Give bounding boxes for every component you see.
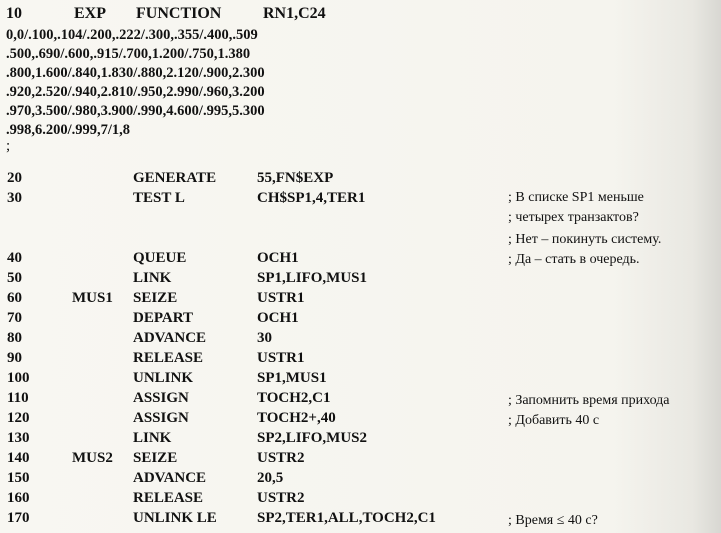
block-operands: 30 <box>257 330 272 346</box>
comment: ; Запомнить время прихода <box>508 393 670 408</box>
function-data-line: 0,0/.100,.104/.200,.222/.300,.355/.400,.509 <box>6 27 258 43</box>
program-line <box>0 510 721 530</box>
block-operands: 20,5 <box>257 470 284 486</box>
function-data-line: .970,3.500/.980,3.900/.990,4.600/.995,5.300 <box>6 103 265 119</box>
block-operation: UNLINK LE <box>133 510 217 526</box>
block-operation: LINK <box>133 270 172 286</box>
block-operands: OCH1 <box>257 250 299 266</box>
line-number: 110 <box>7 390 29 406</box>
block-operands: SP2,LIFO,MUS2 <box>257 430 368 446</box>
block-operation: ASSIGN <box>133 410 189 426</box>
block-operands: 55,FN$EXP <box>257 170 334 186</box>
function-header-line <box>6 4 336 26</box>
block-operation: SEIZE <box>133 290 178 306</box>
program-line <box>0 490 721 510</box>
program-line <box>0 310 721 330</box>
line-number: 60 <box>7 290 22 306</box>
block-operands: SP2,TER1,ALL,TOCH2,C1 <box>257 510 436 526</box>
block-operation: LINK <box>133 430 172 446</box>
comment: ; Добавить 40 с <box>508 413 600 428</box>
block-operation: QUEUE <box>133 250 187 266</box>
line-number: 30 <box>7 190 22 206</box>
function-data-line: .800,1.600/.840,1.830/.880,2.120/.900,2.300 <box>6 65 265 81</box>
comment: ; Нет – покинуть систему. <box>508 232 662 247</box>
block-operation: GENERATE <box>133 170 217 186</box>
program-line <box>0 450 721 470</box>
program-line <box>0 370 721 390</box>
comment: ; Время ≤ 40 с? <box>508 513 598 528</box>
line-number: 150 <box>7 470 30 486</box>
block-operands: SP1,MUS1 <box>257 370 327 386</box>
block-operands: OCH1 <box>257 310 299 326</box>
line-number: 40 <box>7 250 22 266</box>
block-label: MUS1 <box>72 290 113 306</box>
line-number: 170 <box>7 510 30 526</box>
program-line <box>0 170 721 190</box>
separator-line: ; <box>6 138 11 154</box>
block-label: MUS2 <box>72 450 113 466</box>
block-operands: USTR2 <box>257 450 305 466</box>
block-operands: SP1,LIFO,MUS1 <box>257 270 368 286</box>
function-definition <box>6 4 336 154</box>
block-operation: TEST L <box>133 190 185 206</box>
program-line <box>0 470 721 490</box>
block-operands: TOCH2+,40 <box>257 410 336 426</box>
line-number: 80 <box>7 330 22 346</box>
function-keyword: FUNCTION <box>136 5 222 22</box>
function-data-line: .998,6.200/.999,7/1,8 <box>6 122 131 138</box>
program-line <box>0 270 721 290</box>
line-number: 70 <box>7 310 22 326</box>
line-number: 120 <box>7 410 30 426</box>
program-line <box>0 430 721 450</box>
block-operands: USTR2 <box>257 490 305 506</box>
line-number: 140 <box>7 450 30 466</box>
block-operation: SEIZE <box>133 450 178 466</box>
program-line <box>0 410 721 430</box>
block-operation: DEPART <box>133 310 194 326</box>
function-label: EXP <box>74 5 106 22</box>
block-operation: RELEASE <box>133 350 204 366</box>
program-line <box>0 350 721 370</box>
program-line <box>0 330 721 350</box>
block-operands: USTR1 <box>257 350 305 366</box>
block-operation: UNLINK <box>133 370 194 386</box>
block-operands: TOCH2,C1 <box>257 390 331 406</box>
block-operands: CH$SP1,4,TER1 <box>257 190 366 206</box>
comment: ; В списке SP1 меньше <box>508 190 644 205</box>
block-operation: ASSIGN <box>133 390 189 406</box>
line-number: 130 <box>7 430 30 446</box>
function-operands: RN1,C24 <box>263 5 326 22</box>
block-operands: USTR1 <box>257 290 305 306</box>
block-operation: RELEASE <box>133 490 204 506</box>
line-number: 90 <box>7 350 22 366</box>
function-data-line: .500,.690/.600,.915/.700,1.200/.750,1.380 <box>6 46 251 62</box>
line-number: 100 <box>7 370 30 386</box>
line-number: 160 <box>7 490 30 506</box>
line-number: 50 <box>7 270 22 286</box>
line-number: 20 <box>7 170 22 186</box>
comment: ; четырех транзактов? <box>508 210 639 225</box>
comment: ; Да – стать в очередь. <box>508 252 640 267</box>
function-data-line: .920,2.520/.940,2.810/.950,2.990/.960,3.200 <box>6 84 265 100</box>
program-line <box>0 290 721 310</box>
block-operation: ADVANCE <box>133 470 207 486</box>
block-operation: ADVANCE <box>133 330 207 346</box>
line-number: 10 <box>6 5 22 22</box>
